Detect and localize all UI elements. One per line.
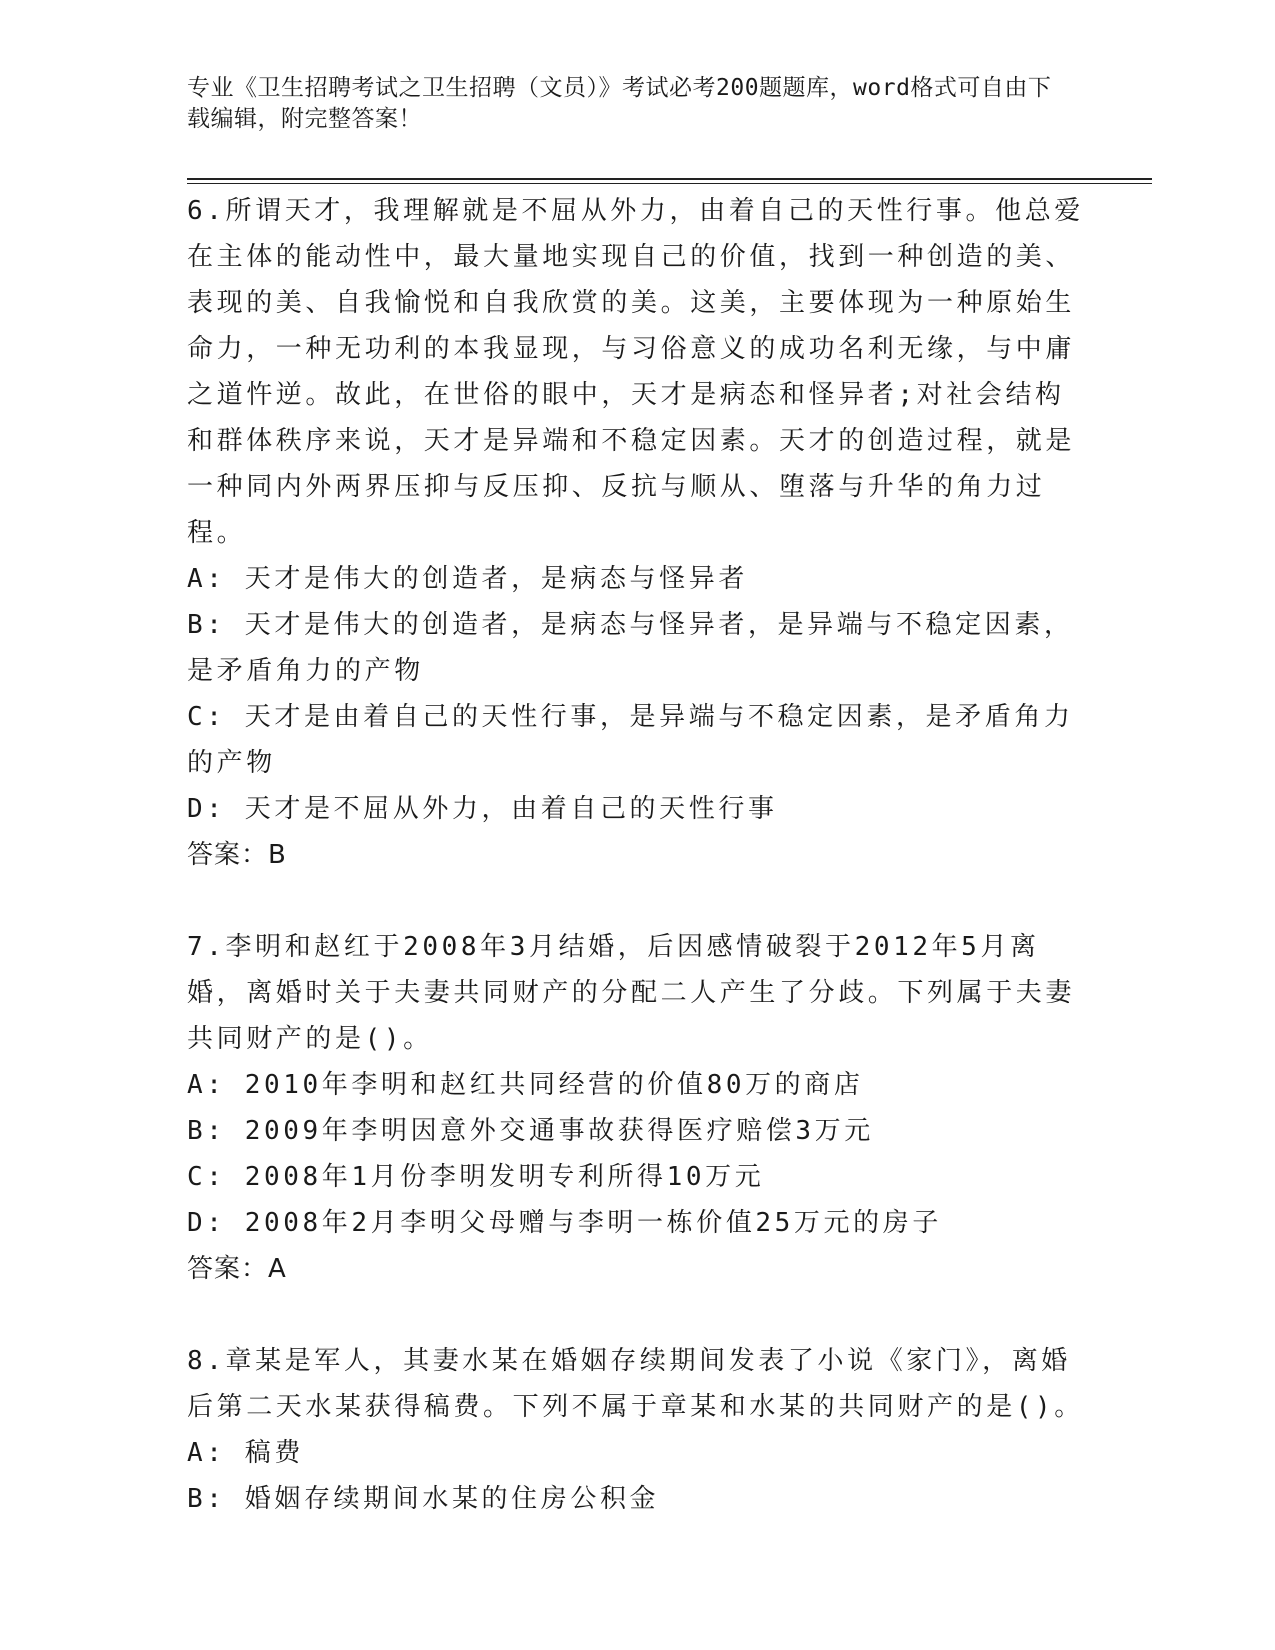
page-header: 专业《卫生招聘考试之卫生招聘（文员）》考试必考200题题库，word格式可自由下载编辑，附完整答案！ [187, 75, 1052, 132]
question-list [187, 188, 1087, 1522]
option-a: A: 天才是伟大的创造者，是病态与怪异者 [187, 564, 748, 594]
question-stem: 6.所谓天才，我理解就是不屈从外力，由着自己的天性行事。他总爱在主体的能动性中，最大量地实现自己的价值，找到一种创造的美、表现的美、自我愉悦和自我欣赏的美。这美，主要体现为一种原始生命力，一种无功利的本我显现，与习俗意义的成功名利无缘，与中庸之道忤逆。故此，在世俗的眼中，天才是病态和怪异者;对社会结构和群体秩序来说，天才是异端和不稳定因素。天才的创造过程，就是一种同内外两界压抑与反压抑、反抗与顺从、堕落与升华的角力过程。 [187, 196, 1084, 548]
option-b: B: 天才是伟大的创造者，是病态与怪异者，是异端与不稳定因素，是矛盾角力的产物 [187, 610, 1074, 686]
option-c: C: 天才是由着自己的天性行事，是异端与不稳定因素，是矛盾角力的产物 [187, 702, 1074, 778]
question-8 [187, 1338, 1087, 1522]
header-divider-thin [187, 183, 1152, 184]
option-d: D: 2008年2月李明父母赠与李明一栋价值25万元的房子 [187, 1208, 942, 1238]
answer-label: 答案：A [187, 1254, 287, 1284]
question-stem: 8.章某是军人，其妻水某在婚姻存续期间发表了小说《家门》，离婚后第二天水某获得稿费。下列不属于章某和水某的共同财产的是()。 [187, 1346, 1084, 1422]
option-d: D: 天才是不屈从外力，由着自己的天性行事 [187, 794, 778, 824]
option-a: A: 2010年李明和赵红共同经营的价值80万的商店 [187, 1070, 864, 1100]
answer-label: 答案：B [187, 840, 287, 870]
header-divider-thick [187, 178, 1152, 180]
option-a: A: 稿费 [187, 1438, 304, 1468]
option-b: B: 2009年李明因意外交通事故获得医疗赔偿3万元 [187, 1116, 874, 1146]
option-c: C: 2008年1月份李明发明专利所得10万元 [187, 1162, 765, 1192]
question-6 [187, 188, 1087, 878]
question-7 [187, 924, 1087, 1292]
option-b: B: 婚姻存续期间水某的住房公积金 [187, 1484, 660, 1514]
question-spacer [187, 878, 1087, 924]
question-spacer [187, 1292, 1087, 1338]
question-stem: 7.李明和赵红于2008年3月结婚，后因感情破裂于2012年5月离婚，离婚时关于夫妻共同财产的分配二人产生了分歧。下列属于夫妻共同财产的是()。 [187, 932, 1076, 1054]
